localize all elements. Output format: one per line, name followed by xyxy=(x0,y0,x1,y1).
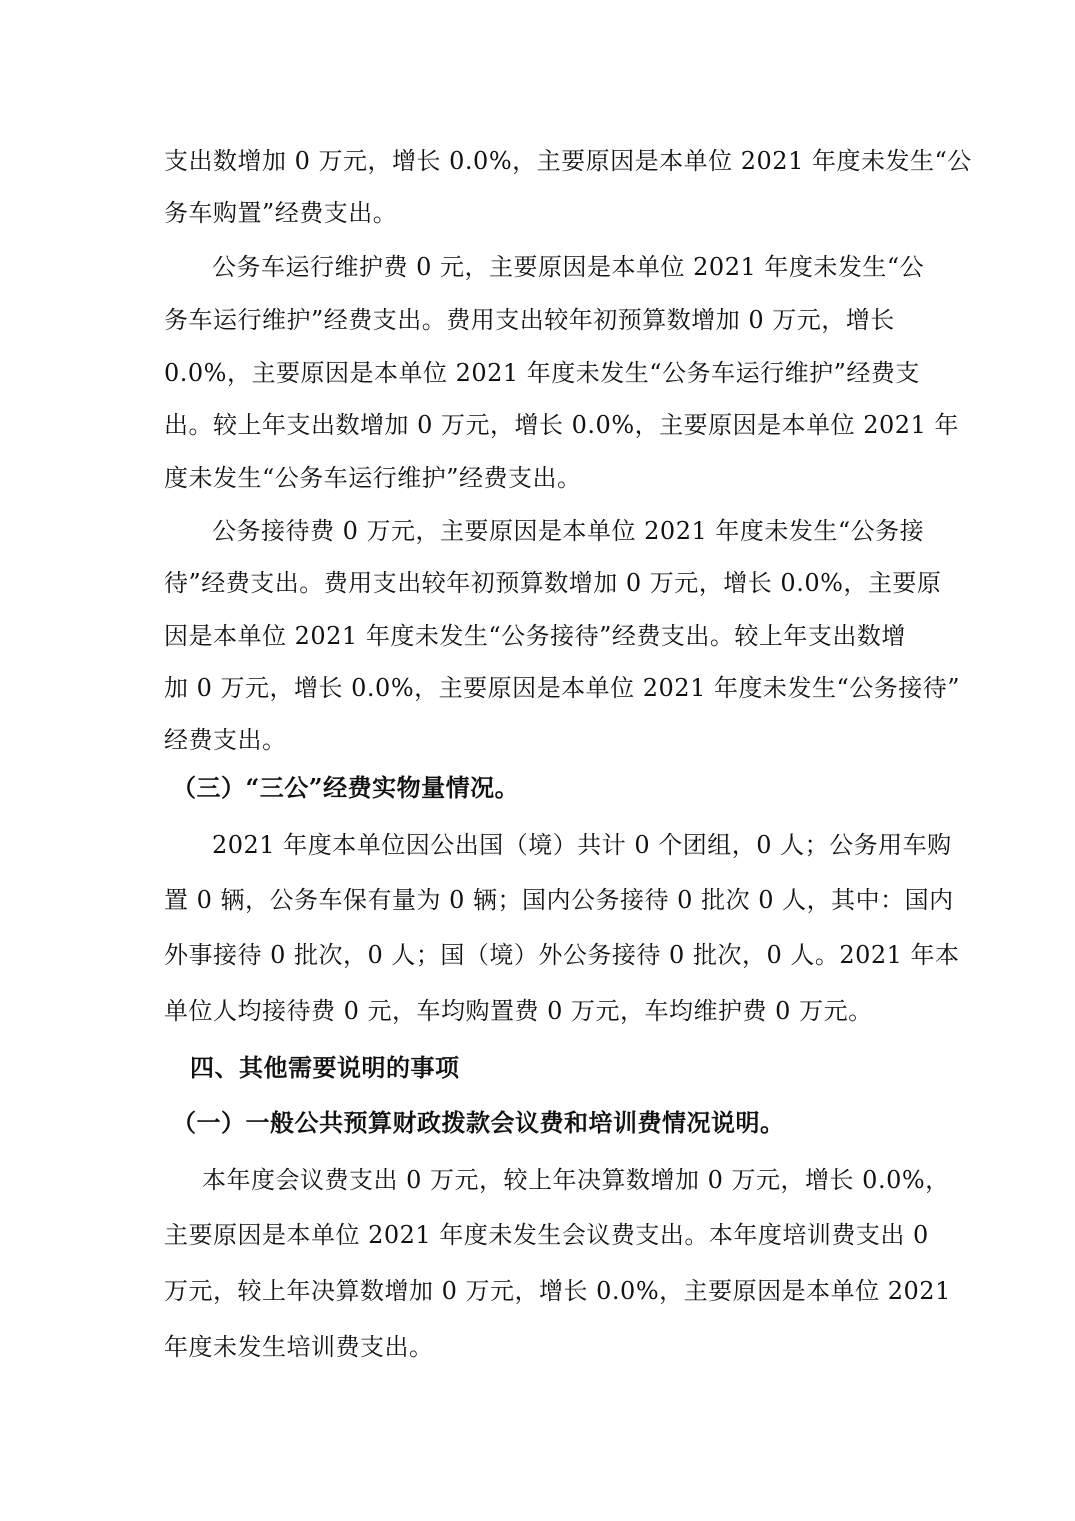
paragraph-line: 2021 年度本单位因公出国（境）共计 0 个团组，0 人；公务用车购 xyxy=(212,831,952,859)
paragraph-line: 主要原因是本单位 2021 年度未发生会议费支出。本年度培训费支出 0 xyxy=(164,1221,929,1249)
section-heading: 四、其他需要说明的事项 xyxy=(190,1053,460,1082)
paragraph-line: 务车购置”经费支出。 xyxy=(164,199,398,227)
paragraph-line: 度未发生“公务车运行维护”经费支出。 xyxy=(164,464,582,492)
paragraph-line: 万元，较上年决算数增加 0 万元，增长 0.0%，主要原因是本单位 2021 xyxy=(164,1277,951,1305)
paragraph-line: 待”经费支出。费用支出较年初预算数增加 0 万元，增长 0.0%，主要原 xyxy=(164,569,942,597)
section-heading: （三）“三公”经费实物量情况。 xyxy=(172,773,520,802)
paragraph-line: 单位人均接待费 0 元，车均购置费 0 万元，车均维护费 0 万元。 xyxy=(164,997,873,1025)
paragraph-line: 加 0 万元，增长 0.0%，主要原因是本单位 2021 年度未发生“公务接待” xyxy=(164,674,961,702)
paragraph-line: 支出数增加 0 万元，增长 0.0%，主要原因是本单位 2021 年度未发生“公 xyxy=(164,147,972,175)
paragraph-line: 公务车运行维护费 0 元，主要原因是本单位 2021 年度未发生“公 xyxy=(212,253,925,281)
paragraph-line: 本年度会议费支出 0 万元，较上年决算数增加 0 万元，增长 0.0%， xyxy=(202,1166,950,1194)
paragraph-line: 置 0 辆，公务车保有量为 0 辆；国内公务接待 0 批次 0 人，其中：国内 xyxy=(164,886,954,914)
paragraph-line: 外事接待 0 批次，0 人；国（境）外公务接待 0 批次，0 人。2021 年本 xyxy=(164,941,960,969)
section-heading: （一）一般公共预算财政拨款会议费和培训费情况说明。 xyxy=(172,1108,785,1137)
paragraph-line: 年度未发生培训费支出。 xyxy=(164,1333,434,1361)
paragraph-line: 务车运行维护”经费支出。费用支出较年初预算数增加 0 万元，增长 xyxy=(164,306,895,334)
paragraph-line: 出。较上年支出数增加 0 万元，增长 0.0%，主要原因是本单位 2021 年 xyxy=(164,411,959,439)
paragraph-line: 因是本单位 2021 年度未发生“公务接待”经费支出。较上年支出数增 xyxy=(164,622,906,650)
paragraph-line: 经费支出。 xyxy=(164,726,287,754)
paragraph-line: 公务接待费 0 万元，主要原因是本单位 2021 年度未发生“公务接 xyxy=(212,517,925,545)
paragraph-line: 0.0%，主要原因是本单位 2021 年度未发生“公务车运行维护”经费支 xyxy=(164,359,920,387)
